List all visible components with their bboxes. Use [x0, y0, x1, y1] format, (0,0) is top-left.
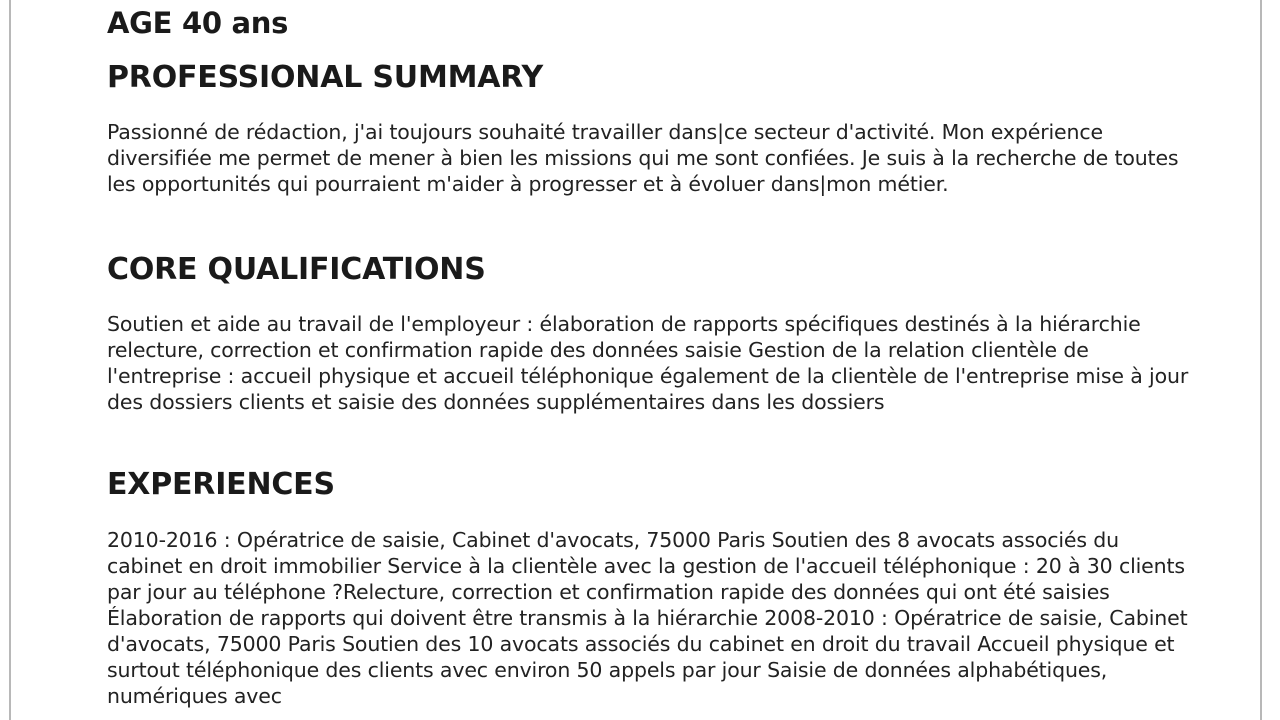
section-title-professional-summary: PROFESSIONAL SUMMARY: [107, 60, 544, 95]
section-title-core-qualifications: CORE QUALIFICATIONS: [107, 252, 486, 287]
document-page: [9, 0, 1262, 720]
section-title-experiences: EXPERIENCES: [107, 467, 335, 502]
age-line: AGE 40 ans: [107, 6, 289, 40]
experiences-text: 2010-2016 : Opératrice de saisie, Cabinet d'avocats, 75000 Paris Soutien des 8 avocats associés du cabinet en droit immobilier Service à la clientèle avec la gestion de l'accueil téléphonique : 20 à 30 clients par jour au téléphone ?Relecture, correction et confirmation rapide des données qui ont été saisies Élaboration de rapports qui doivent être transmis à la hiérarchie 2008-2010 : Opératrice de saisie, Cabinet d'avocats, 75000 Paris Soutien des 10 avocats associés du cabinet en droit du travail Accueil physique et surtout téléphonique des clients avec environ 50 appels par jour Saisie de données alphabétiques, numériques avec: [107, 528, 1188, 708]
core-qualifications-text: Soutien et aide au travail de l'employeur : élaboration de rapports spécifiques destinés à la hiérarchie relecture, correction et confirmation rapide des données saisie Gestion de la relation clientèle de l'entreprise : accueil physique et accueil téléphonique également de la clientèle de l'entreprise mise à jour des dossiers clients et saisie des données supplémentaires dans les dossiers: [107, 312, 1189, 414]
professional-summary-text: Passionné de rédaction, j'ai toujours souhaité travailler dans|ce secteur d'activité. Mon expérience diversifiée me permet de mener à bien les missions qui me sont confiées. Je suis à la recherche de toutes les opportunités qui pourraient m'aider à progresser et à évoluer dans|mon métier.: [107, 120, 1179, 196]
